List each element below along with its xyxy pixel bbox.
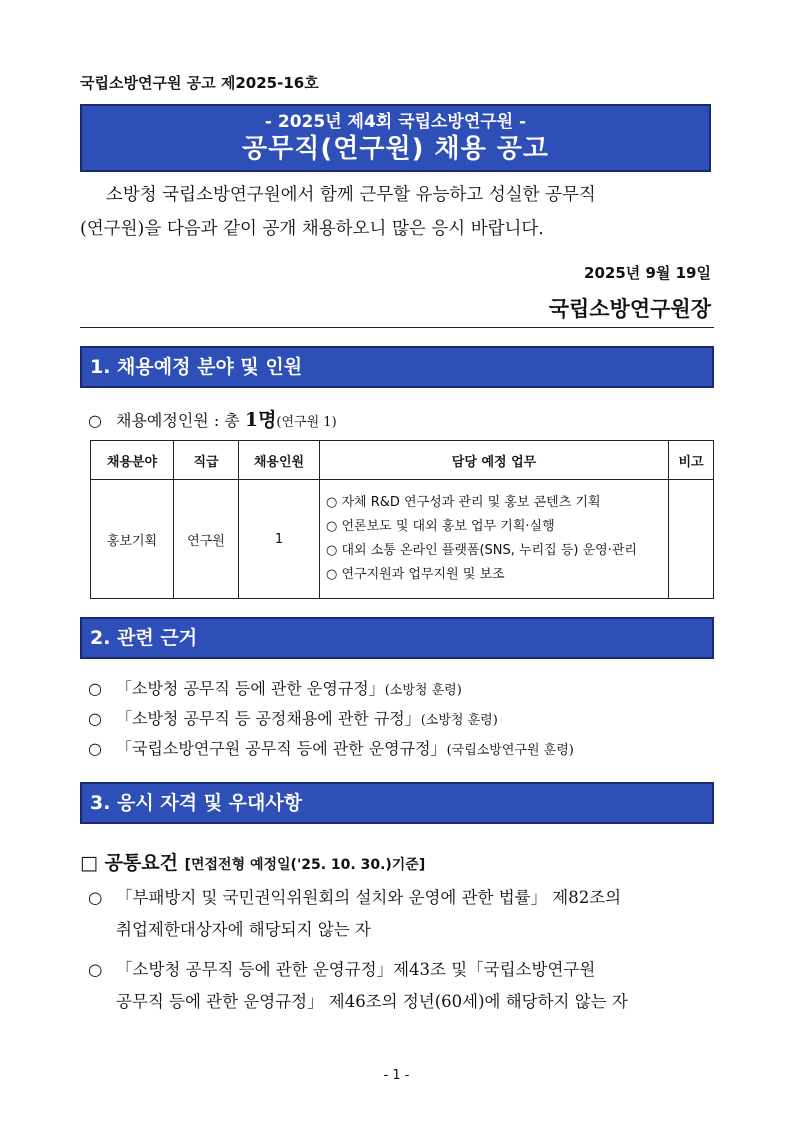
- legal-basis-note: (소방청 훈령): [420, 713, 498, 728]
- legal-basis-item: [88, 736, 574, 759]
- intro-line-2: (연구원)을 다음과 같이 공개 채용하오니 많은 응시 바랍니다.: [80, 219, 544, 239]
- count-cell: 1: [239, 480, 320, 599]
- recruit-count-value: 1명: [244, 409, 277, 431]
- requirement-line: 취업제한대상자에 해당되지 않는 자: [116, 920, 371, 939]
- bullet-icon: ○: [88, 709, 102, 728]
- bullet-icon: ○: [88, 888, 103, 907]
- recruit-count-line: [88, 405, 337, 432]
- legal-basis-note: (소방청 훈령): [384, 683, 462, 698]
- section-3-heading: 3. 응시 자격 및 우대사항: [80, 782, 714, 824]
- requirement-item: [88, 954, 714, 1018]
- common-requirements-heading: [80, 848, 425, 875]
- legal-basis-item: [88, 706, 498, 729]
- title-banner: [80, 104, 711, 172]
- legal-basis-title: 「소방청 공무직 등에 관한 운영규정」: [116, 679, 385, 698]
- table-header-cell: 담당 예정 업무: [320, 441, 669, 480]
- table-header-cell: 채용분야: [91, 441, 174, 480]
- table-header-cell: 직급: [174, 441, 239, 480]
- table-header-cell: 채용인원: [239, 441, 320, 480]
- page-title: 공무직(연구원) 채용 공고: [241, 134, 550, 164]
- bullet-icon: ○: [88, 679, 102, 698]
- duty-item: ○ 연구지원과 업무지원 및 보조: [326, 567, 505, 582]
- common-requirements-title: □ 공통요건: [80, 852, 178, 874]
- duty-item: ○ 자체 R&D 연구성과 관리 및 홍보 콘텐츠 기획: [326, 495, 601, 510]
- note-cell: [669, 480, 714, 599]
- recruit-table: [90, 440, 714, 599]
- duty-item: ○ 대외 소통 온라인 플랫폼(SNS, 누리집 등) 운영·관리: [326, 543, 637, 558]
- recruit-count-prefix: 채용예정인원 : 총: [116, 411, 245, 430]
- grade-cell: 연구원: [174, 480, 239, 599]
- requirement-item: [88, 882, 714, 946]
- legal-basis-title: 「국립소방연구원 공무직 등에 관한 운영규정」: [116, 739, 447, 758]
- section-2-heading: 2. 관련 근거: [80, 617, 714, 659]
- field-cell: 홍보기획: [91, 480, 174, 599]
- legal-basis-item: [88, 676, 462, 699]
- recruit-count-suffix: (연구원 1): [276, 415, 337, 430]
- bullet-icon: ○: [88, 739, 102, 758]
- section-1-heading: 1. 채용예정 분야 및 인원: [80, 346, 714, 388]
- notice-date: 2025년 9월 19일: [584, 264, 711, 282]
- legal-basis-note: (국립소방연구원 훈령): [446, 743, 574, 758]
- divider: [80, 327, 714, 328]
- notice-number: 국립소방연구원 공고 제2025-16호: [80, 74, 319, 92]
- requirement-line: 「소방청 공무직 등에 관한 운영규정」제43조 및「국립소방연구원: [116, 960, 596, 979]
- duties-cell: [320, 480, 669, 599]
- table-header-row: [91, 441, 714, 480]
- intro-paragraph: [80, 178, 714, 246]
- criteria-date: [면접전형 예정일('25. 10. 30.)기준]: [184, 857, 426, 873]
- signer-title: 국립소방연구원장: [548, 297, 711, 321]
- bullet-icon: ○: [88, 411, 102, 430]
- table-header-cell: 비고: [669, 441, 714, 480]
- title-subtitle: - 2025년 제4회 국립소방연구원 -: [264, 112, 527, 132]
- intro-line-1: 소방청 국립소방연구원에서 함께 근무할 유능하고 성실한 공무직: [106, 185, 596, 205]
- legal-basis-title: 「소방청 공무직 등 공정채용에 관한 규정」: [116, 709, 421, 728]
- table-row: [91, 480, 714, 599]
- requirement-line: 공무직 등에 관한 운영규정」 제46조의 정년(60세)에 해당하지 않는 자: [116, 992, 628, 1011]
- duty-item: ○ 언론보도 및 대외 홍보 업무 기획·실행: [326, 519, 555, 534]
- page-number: - 1 -: [383, 1068, 410, 1083]
- requirement-line: 「부패방지 및 국민권익위원회의 설치와 운영에 관한 법률」 제82조의: [116, 888, 622, 907]
- bullet-icon: ○: [88, 960, 103, 979]
